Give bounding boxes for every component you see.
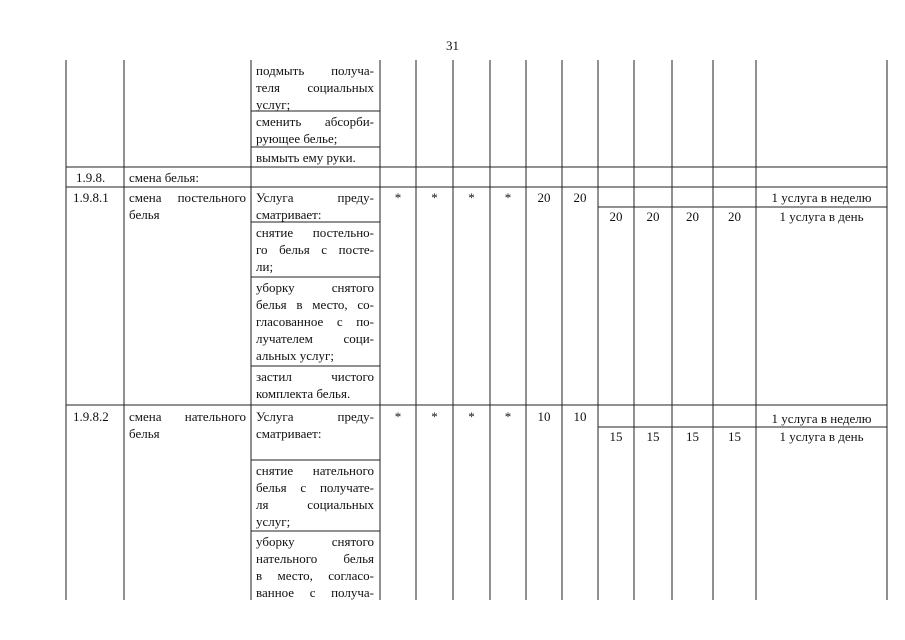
r1-val-4: 20 [728,209,741,224]
row-1-9-8-1-name-2: белья [129,207,160,222]
r1-v2: 20 [573,190,587,205]
r1-val-3: 20 [686,209,699,224]
r1-star-1: * [394,190,402,205]
r2-star-4: * [504,409,512,424]
r1-desc1-3: ли; [256,259,274,274]
r2-v2: 10 [573,409,587,424]
r2-star-1: * [394,409,402,424]
r2-desc1-4: услуг; [256,514,291,529]
row-1-9-8-name: смена белья: [129,170,199,185]
r2-freq-day: 1 услуга в день [779,429,864,444]
r2-star-3: * [468,409,475,424]
top-text-3: услуг; [256,97,291,112]
r2-freq-week: 1 услуга в неделю [771,411,872,426]
r1-desc1-2: го белья с посте- [256,242,374,257]
r1-freq-week: 1 услуга в неделю [771,190,872,205]
r1-val-2: 20 [646,209,660,224]
row-1-9-8-2-name-2: белья [129,426,160,441]
r1-val-1: 20 [609,209,623,224]
top-item2-1: сменить абсорби- [256,114,374,129]
r2-desc2-4: ванное с получа- [256,585,374,600]
r2-val-2: 15 [646,429,660,444]
top-item2-2: рующее белье; [256,131,338,146]
row-1-9-8-2-name-1: смена нательного [129,409,246,424]
r1-desc2-1: уборку снятого [256,280,374,295]
r1-desc1-1: снятие постельно- [256,225,374,240]
row-1-9-8-num: 1.9.8. [76,170,106,185]
row-1-9-8-1-num: 1.9.8.1 [73,190,109,205]
r1-v1: 20 [537,190,551,205]
r2-val-4: 15 [728,429,741,444]
r2-desc1-2: белья с получате- [256,480,374,495]
r1-desc0-1: Услуга преду- [256,190,374,205]
r2-v1: 10 [537,409,551,424]
top-item3: вымыть ему руки. [256,150,356,165]
r2-desc2-2: нательного белья [256,551,374,566]
r2-desc0-1: Услуга преду- [256,409,374,424]
r1-desc2-3: гласованное с по- [256,314,374,329]
r1-desc0-2: сматривает: [256,207,322,222]
r1-desc2-2: белья в место, со- [256,297,374,312]
top-text-2: теля социальных [256,80,374,95]
r1-desc2-4: лучателем соци- [256,331,374,346]
r1-desc3-2: комплекта белья. [256,386,351,401]
row-1-9-8-2-num: 1.9.8.2 [73,409,109,424]
r2-star-2: * [431,409,438,424]
r1-star-2: * [431,190,438,205]
r2-desc2-3: в место, согласо- [256,568,374,583]
page-number: 31 [446,38,459,53]
r1-star-4: * [504,190,512,205]
r2-desc1-1: снятие нательного [256,463,374,478]
r2-val-1: 15 [609,429,623,444]
r1-desc2-5: альных услуг; [256,348,334,363]
r2-desc2-1: уборку снятого [256,534,374,549]
r2-desc0-2: сматривает: [256,426,322,441]
r2-val-3: 15 [686,429,699,444]
top-text-1: подмыть получа- [256,63,374,78]
row-1-9-8-1-name-1: смена постельного [129,190,246,205]
r1-star-3: * [468,190,475,205]
r2-desc1-3: ля социальных [256,497,374,512]
r1-freq-day: 1 услуга в день [779,209,864,224]
r1-desc3-1: застил чистого [256,369,374,384]
